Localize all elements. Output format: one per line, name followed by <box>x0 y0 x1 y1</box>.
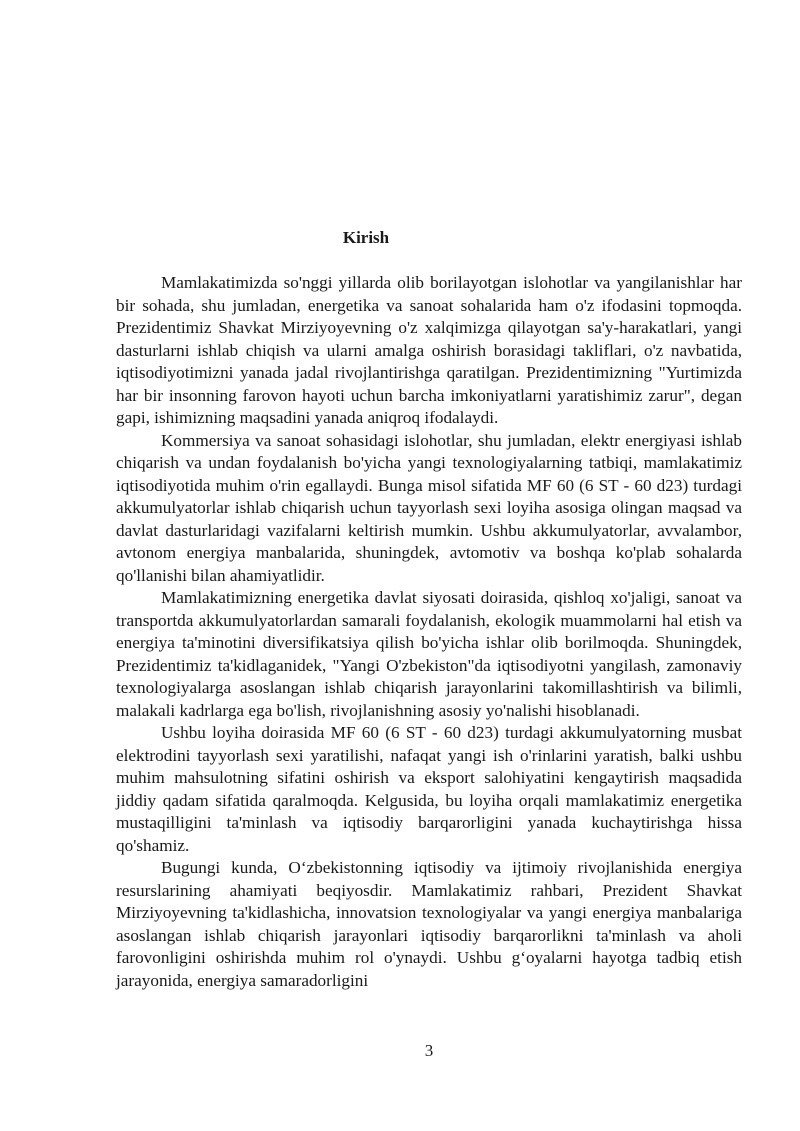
page-number: 3 <box>424 1041 434 1060</box>
paragraph: Kommersiya va sanoat sohasidagi islohotlar, shu jumladan, elektr energiyasi ishlab chiqarish va undan foydalanish bo'yicha yangi texnologiyalarning tatbiqi, mamlakatimiz iqtisodiyotida muhim o'rin egallaydi. Bunga misol sifatida MF 60 (6 ST - 60 d23) turdagi akkumulyatorlar ishlab chiqarish uchun tayyorlash sexi loyiha asosiga olingan maqsad va davlat dasturlaridagi vazifalarni keltirish mumkin. Ushbu akkumulyatorlar, avvalambor, avtonom energiya manbalarida, shuningdek, avtomotiv va boshqa ko'plab sohalarda qo'llanishi bilan ahamiyatlidir. <box>116 430 742 585</box>
paragraph: Mamlakatimizning energetika davlat siyosati doirasida, qishloq xo'jaligi, sanoat va transportda akkumulyatorlardan samarali foydalanish, ekologik muammolarni hal etish va energiya ta'minotini diversifikatsiya qilish bo'yicha ishlar olib borilmoqda. Shuningdek, Prezidentimiz ta'kidlaganidek, "Yangi O'zbekiston"da iqtisodiyotni yangilash, zamonaviy texnologiyalarga asoslangan ishlab chiqarish jarayonlarini takomillashtirish va bilimli, malakali kadrlarga ega bo'lish, rivojlanishning asosiy yo'nalishi hisoblanadi. <box>116 588 742 720</box>
paragraph: Bugungi kunda, O‘zbekistonning iqtisodiy va ijtimoiy rivojlanishida energiya resurslarining ahamiyati beqiyosdir. Mamlakatimiz rahbari, Prezident Shavkat Mirziyoyevning ta'kidlashicha, innovatsion texnologiyalar va yangi energiya manbalariga asoslangan ishlab chiqarish jarayonlari iqtisodiy barqarorlikni ta'minlash va aholi farovonligini oshirishda muhim rol o'ynaydi. Ushbu g‘oyalarni hayotga tadbiq etish jarayonida, energiya samaradorligini <box>116 858 742 990</box>
body-text <box>116 272 742 992</box>
page-title: Kirish <box>342 228 390 247</box>
paragraph: Mamlakatimizda so'nggi yillarda olib borilayotgan islohotlar va yangilanishlar har bir sohada, shu jumladan, energetika va sanoat sohalarida ham o'z ifodasini topmoqda. Prezidentimiz Shavkat Mirziyoyevning o'z xalqimizga qilayotgan sa'y-harakatlari, yangi dasturlarni ishlab chiqish va ularni amalga oshirish borasidagi takliflari, o'z navbatida, iqtisodiyotimizni yanada jadal rivojlantirishga qaratilgan. Prezidentimizning "Yurtimizda har bir insonning farovon hayoti uchun barcha imkoniyatlarni yaratishimiz zarur", degan gapi, ishimizning maqsadini yanada aniqroq ifodalaydi. <box>116 273 742 427</box>
paragraph: Ushbu loyiha doirasida MF 60 (6 ST - 60 d23) turdagi akkumulyatorning musbat elektrodini tayyorlash sexi yaratilishi, nafaqat yangi ish o'rinlarini yaratish, balki ushbu muhim mahsulotning sifatini oshirish va eksport salohiyatini kengaytirish maqsadida jiddiy qadam sifatida qaralmoqda. Kelgusida, bu loyiha orqali mamlakatimiz energetika mustaqilligini ta'minlash va iqtisodiy barqarorligini yanada kuchaytirishga hissa qo'shamiz. <box>116 723 742 855</box>
